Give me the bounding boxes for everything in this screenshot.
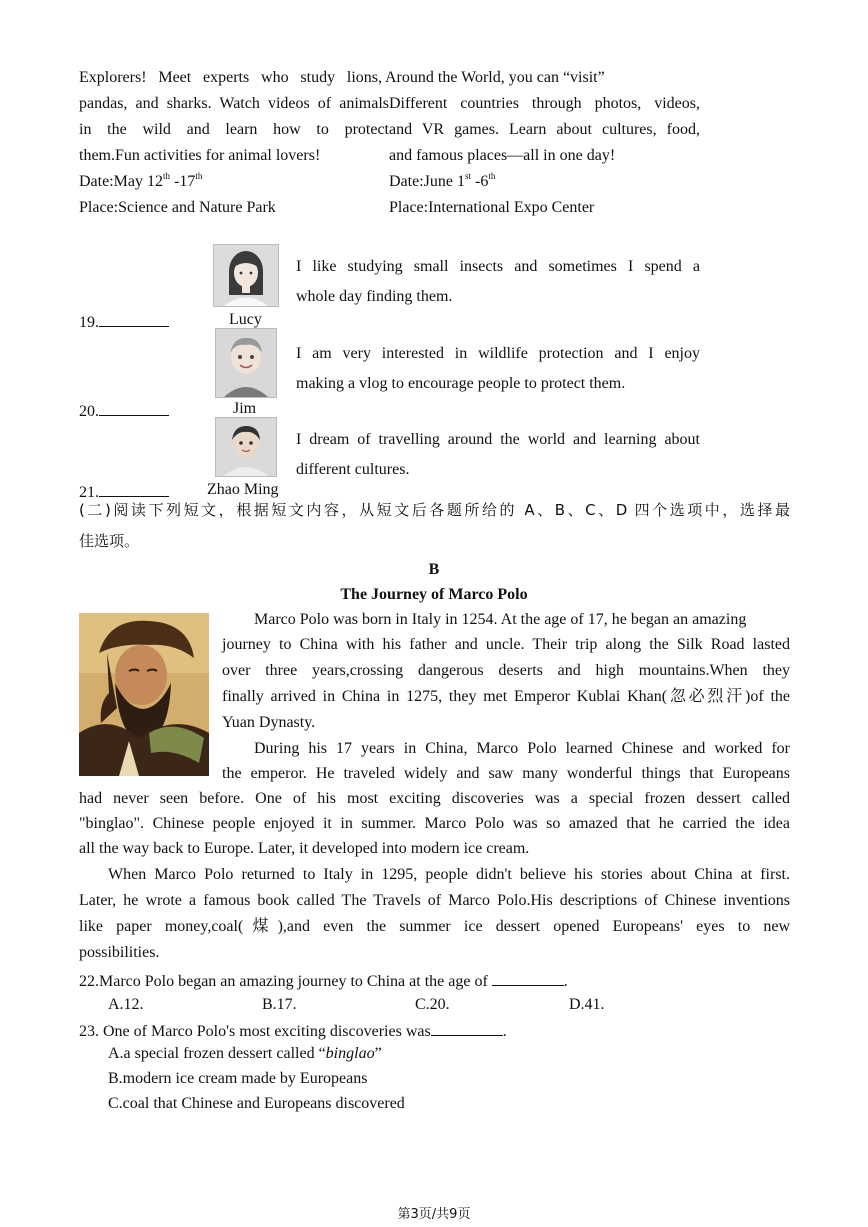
jim-name: Jim <box>233 400 257 417</box>
article-line: the emperor. He traveled widely and saw many wonderful things that Europeans <box>222 765 790 782</box>
ad-left-line: pandas, and sharks. Watch videos of animals <box>79 95 389 112</box>
q23-option-a[interactable]: A.a special frozen dessert called “binglao” <box>108 1045 382 1062</box>
article-line: finally arrived in China in 1275, they met Emperor Kublai Khan(忽必烈汗)of the <box>222 688 790 705</box>
question-22: 22.Marco Polo began an amazing journey to China at the age of . <box>79 973 568 990</box>
answer-blank-19[interactable] <box>99 312 169 327</box>
answer-blank-22[interactable] <box>492 971 564 986</box>
ad-right-line: Different countries through photos, videos, <box>389 95 700 112</box>
section-instructions-line: 佳选项。 <box>79 532 140 550</box>
answer-blank-21[interactable] <box>99 482 169 497</box>
q22-option-d[interactable]: D.41. <box>569 996 605 1013</box>
boy-avatar-icon <box>216 329 276 397</box>
zhao-ming-avatar <box>215 417 277 477</box>
jim-statement-line: making a vlog to encourage people to protect them. <box>296 375 626 392</box>
ad-left-line: them.Fun activities for animal lovers! <box>79 147 321 164</box>
article-title: The Journey of Marco Polo <box>340 586 528 603</box>
ad-left-line: in the wild and learn how to protect <box>79 121 389 138</box>
page-number: 第3页/共9页 <box>397 1207 471 1222</box>
answer-blank-23[interactable] <box>431 1021 503 1036</box>
zhao-ming-statement-line: I dream of travelling around the world and learning about <box>296 431 700 448</box>
marco-polo-portrait-image <box>79 613 209 776</box>
ad-right-date: Date:June 1st -6th <box>389 171 496 190</box>
ad-left-line: Explorers! Meet experts who study lions, <box>79 69 382 86</box>
article-line: Later, he wrote a famous book called The Travels of Marco Polo.His descriptions of Chinese inventions <box>79 892 790 909</box>
ad-left-date: Date:May 12th -17th <box>79 171 203 190</box>
ad-left-place: Place:Science and Nature Park <box>79 199 276 216</box>
article-line: "binglao". Chinese people enjoyed it in summer. Marco Polo was so amazed that he carried the idea <box>79 815 790 832</box>
boy-avatar-icon <box>216 418 276 476</box>
jim-statement-line: I am very interested in wildlife protection and I enjoy <box>296 345 700 362</box>
article-line: had never seen before. One of his most exciting discoveries was a special frozen dessert called <box>79 790 790 807</box>
q22-option-b[interactable]: B.17. <box>262 996 297 1013</box>
article-line: possibilities. <box>79 944 160 961</box>
ad-right-line: and VR games. Learn about cultures, food, <box>389 121 700 138</box>
article-line: Marco Polo was born in Italy in 1254. At the age of 17, he began an amazing <box>254 611 747 628</box>
lucy-name: Lucy <box>229 311 262 328</box>
lucy-statement-line: I like studying small insects and sometimes I spend a <box>296 258 700 275</box>
jim-avatar <box>215 328 277 398</box>
q22-option-a[interactable]: A.12. <box>108 996 144 1013</box>
section-instructions-line: (二)阅读下列短文，根据短文内容，从短文后各题所给的 A、B、C、D 四个选项中，选择最 <box>79 501 790 519</box>
answer-blank-20[interactable] <box>99 401 169 416</box>
zhao-ming-statement-line: different cultures. <box>296 461 410 478</box>
article-line: all the way back to Europe. Later, it developed into modern ice cream. <box>79 840 530 857</box>
marco-polo-portrait <box>79 613 209 776</box>
lucy-statement-line: whole day finding them. <box>296 288 453 305</box>
article-line: like paper money,coal(煤),and even the summer ice dessert opened Europeans' eyes to new <box>79 918 790 935</box>
article-line: During his 17 years in China, Marco Polo learned Chinese and worked for <box>254 740 790 757</box>
q23-option-c[interactable]: C.coal that Chinese and Europeans discovered <box>108 1095 405 1112</box>
ad-right-line: and famous places—all in one day! <box>389 147 616 164</box>
q23-option-b[interactable]: B.modern ice cream made by Europeans <box>108 1070 368 1087</box>
section-letter: B <box>428 561 440 578</box>
question-23: 23. One of Marco Polo's most exciting discoveries was . <box>79 1023 507 1040</box>
article-line: When Marco Polo returned to Italy in 1295, people didn't believe his stories about China at first. <box>108 866 790 883</box>
article-line: over three years,crossing dangerous deserts and high mountains.When they <box>222 662 790 679</box>
question-21: 21. <box>79 482 169 501</box>
ad-right-place: Place:International Expo Center <box>389 199 595 216</box>
q22-option-c[interactable]: C.20. <box>415 996 450 1013</box>
question-19: 19. <box>79 312 169 331</box>
article-line: journey to China with his father and uncle. Their trip along the Silk Road lasted <box>222 636 790 653</box>
lucy-avatar <box>213 244 279 307</box>
girl-avatar-icon <box>214 245 278 306</box>
question-20: 20. <box>79 401 169 420</box>
zhao-ming-name: Zhao Ming <box>207 481 279 498</box>
article-line: Yuan Dynasty. <box>222 714 316 731</box>
ad-right-line: Around the World, you can “visit” <box>385 69 605 86</box>
